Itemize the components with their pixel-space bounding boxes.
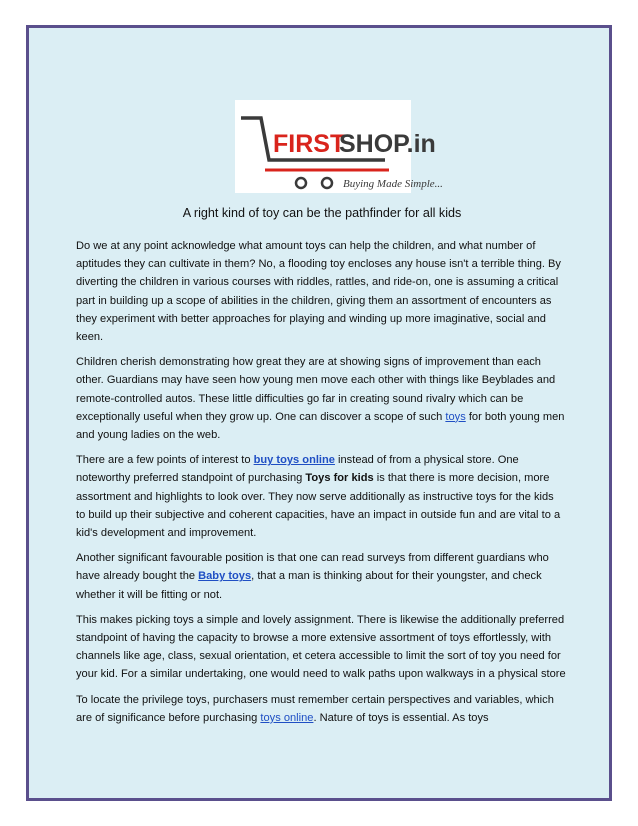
paragraph-text: is that there is more decision, more assortment and highlights to look over. They now serve additionally as instructive toys for the kids to build up their subjective and coherent capacities, have an impact in outside fun and are vital to a kid's development and improvement. xyxy=(76,472,561,540)
paragraph-text: , that a man is thinking about for their youngster, and check whether it will be fitting or not. xyxy=(76,570,542,601)
toys-for-kids-bold: Toys for kids xyxy=(305,472,374,485)
logo-tagline: Buying Made Simple... xyxy=(343,178,443,190)
logo-brand-first: FIRST xyxy=(273,130,346,158)
cart-logo-icon xyxy=(235,100,443,193)
paragraph-text: for both young men and young ladies on the web. xyxy=(76,410,565,442)
paragraph-text: Another significant favourable position is that one can read surveys from different guardians who have already bought the xyxy=(76,552,549,583)
paragraph-text: There are a few points of interest to xyxy=(76,454,254,467)
paragraph-5 xyxy=(76,611,566,684)
baby-toys-link[interactable]: Baby toys xyxy=(198,570,252,583)
firstshop-logo xyxy=(235,100,443,193)
toys-online-link[interactable]: toys online xyxy=(260,711,314,724)
paragraph-text: To locate the privilege toys, purchasers must remember certain perspectives and variables, which are of significance before purchasing xyxy=(76,693,554,724)
paragraph-2 xyxy=(76,353,566,444)
paragraph-text: . Nature of toys is essential. As toys xyxy=(313,711,489,724)
paragraph-text: Do we at any point acknowledge what amount toys can help the children, and what number of aptitudes they can cultivate in them? No, a flooding toy encloses any house isn't a terrible thing. By diverting the children in various courses with riddles, rattles, and ride-on, one is assuming a critical part in building up a scope of abilities in the children, giving them an assortment of encounters as they experiment with better approaches for playing and winding up more imaginative, social and keen. xyxy=(76,240,561,344)
paragraph-text: This makes picking toys a simple and lovely assignment. There is likewise the additionally preferred standpoint of having the capacity to browse a more extensive assortment of toys effortlessly, with channels like age, class, sexual orientation, et cetera accessible to limit the sort of toy you need for your kid. For a similar undertaking, one would need to walk paths upon walkways in a physical store xyxy=(76,613,566,681)
toys-link[interactable]: toys xyxy=(445,410,466,423)
paragraph-text: Children cherish demonstrating how great they are at showing signs of improvement than each other. Guardians may have seen how young men move each other with things like Beyblades and remote-controlled autos. These little difficulties go far in creating sound rivalry which can be exceptionally useful when they grow up. One can discover a scope of such xyxy=(76,356,556,423)
document-title: A right kind of toy can be the pathfinder for all kids xyxy=(182,206,462,220)
paragraph-4 xyxy=(76,549,566,604)
paragraph-text: instead of from a physical store. One noteworthy preferred standpoint of purchasing xyxy=(76,454,519,485)
article-body xyxy=(76,237,566,734)
paragraph-3 xyxy=(76,451,566,542)
document-page xyxy=(26,25,612,801)
paragraph-6 xyxy=(76,691,566,727)
paragraph-1 xyxy=(76,237,566,346)
buy-toys-online-link[interactable]: buy toys online xyxy=(253,454,335,467)
logo-brand-rest: SHOP.in xyxy=(339,130,436,158)
